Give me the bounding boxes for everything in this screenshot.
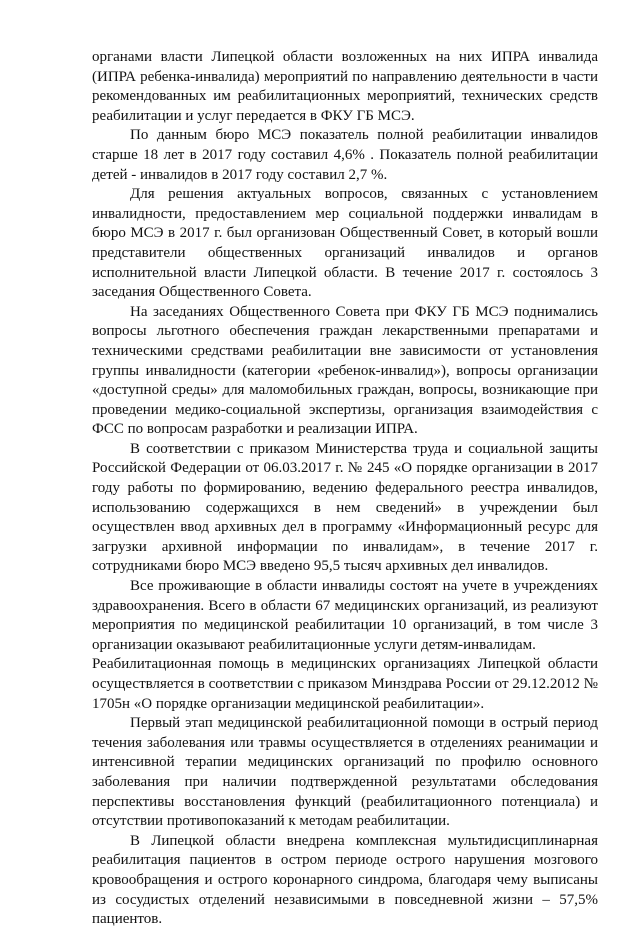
paragraph-archive-records: В соответствии с приказом Министерства труда и социальной защиты Российской Федерации от 06.03.2017 г. № 245 «О порядке организации в 2017 году работы по формированию, ведению федерального реестра инвалидов, использованию содержащихся в нем сведений» в учреждении был осуществлен ввод архивных дел в программу «Информационный ресурс для загрузки архивной информации по инвалидам», в течение 2017 г. сотрудниками бюро МСЭ введено 95,5 тысяч архивных дел инвалидов. [92, 440, 598, 575]
paragraph-healthcare-registration: Все проживающие в области инвалиды состоят на учете в учреждениях здравоохранения. Всего в области 67 медицинских организаций, из реализуют мероприятия по медицинской реабилитации 10 организаций, в том числе 3 организации оказывают реабилитационные услуги детям-инвалидам. [92, 578, 598, 653]
paragraph-rehabilitation-stats: По данным бюро МСЭ показатель полной реабилитации инвалидов старше 18 лет в 2017 году составил 4,6% . Показатель полной реабилитации детей - инвалидов в 2017 году составил 2,7 %. [92, 127, 598, 183]
paragraph-council-meetings: На заседаниях Общественного Совета при ФКУ ГБ МСЭ поднимались вопросы льготного обеспечения граждан лекарственными препаратами и техническими средствами реабилитации вне зависимости от установления группы инвалидности (категории «ребенок-инвалид»), вопросы организации «доступной среды» для маломобильных граждан, вопросы, возникающие при проведении медико-социальной экспертизы, организация взаимодействия с ФСС по вопросам разработки и реализации ИПРА. [92, 303, 598, 438]
paragraph-multidisciplinary: В Липецкой области внедрена комплексная мультидисциплинарная реабилитация пациентов в остром периоде острого нарушения мозгового кровообращения и острого коронарного синдрома, благодаря чему выписаны из сосудистых отделений независимыми в повседневной жизни – 57,5% пациентов. [92, 832, 598, 928]
paragraph-first-stage: Первый этап медицинской реабилитационной помощи в острый период течения заболевания или травмы осуществляется в отделениях реанимации и интенсивной терапии медицинских организаций по профилю основного заболевания при наличии подтвержденной результатами обследования перспективы восстановления функций (реабилитационного потенциала) и отсутствии противопоказаний к методам реабилитации. [92, 715, 598, 830]
paragraph-medical-rehabilitation-order: Реабилитационная помощь в медицинских организациях Липецкой области осуществляется в соответствии с приказом Минздрава России от 29.12.2012 № 1705н «О порядке организации медицинской реабилитации». [92, 656, 598, 712]
paragraph-public-council: Для решения актуальных вопросов, связанных с установлением инвалидности, предоставлением мер социальной поддержки инвалидам в бюро МСЭ в 2017 г. был организован Общественный Совет, в который вошли представители общественных организаций инвалидов и органов исполнительной власти Липецкой области. В течение 2017 г. состоялось 3 заседания Общественного Совета. [92, 186, 598, 301]
paragraph-continuation: органами власти Липецкой области возложенных на них ИПРА инвалида (ИПРА ребенка-инвалида) мероприятий по направлению деятельности в части рекомендованных им реабилитационных мероприятий, технических средств реабилитации и услуг передается в ФКУ ГБ МСЭ. [92, 49, 598, 124]
document-body [92, 48, 598, 930]
